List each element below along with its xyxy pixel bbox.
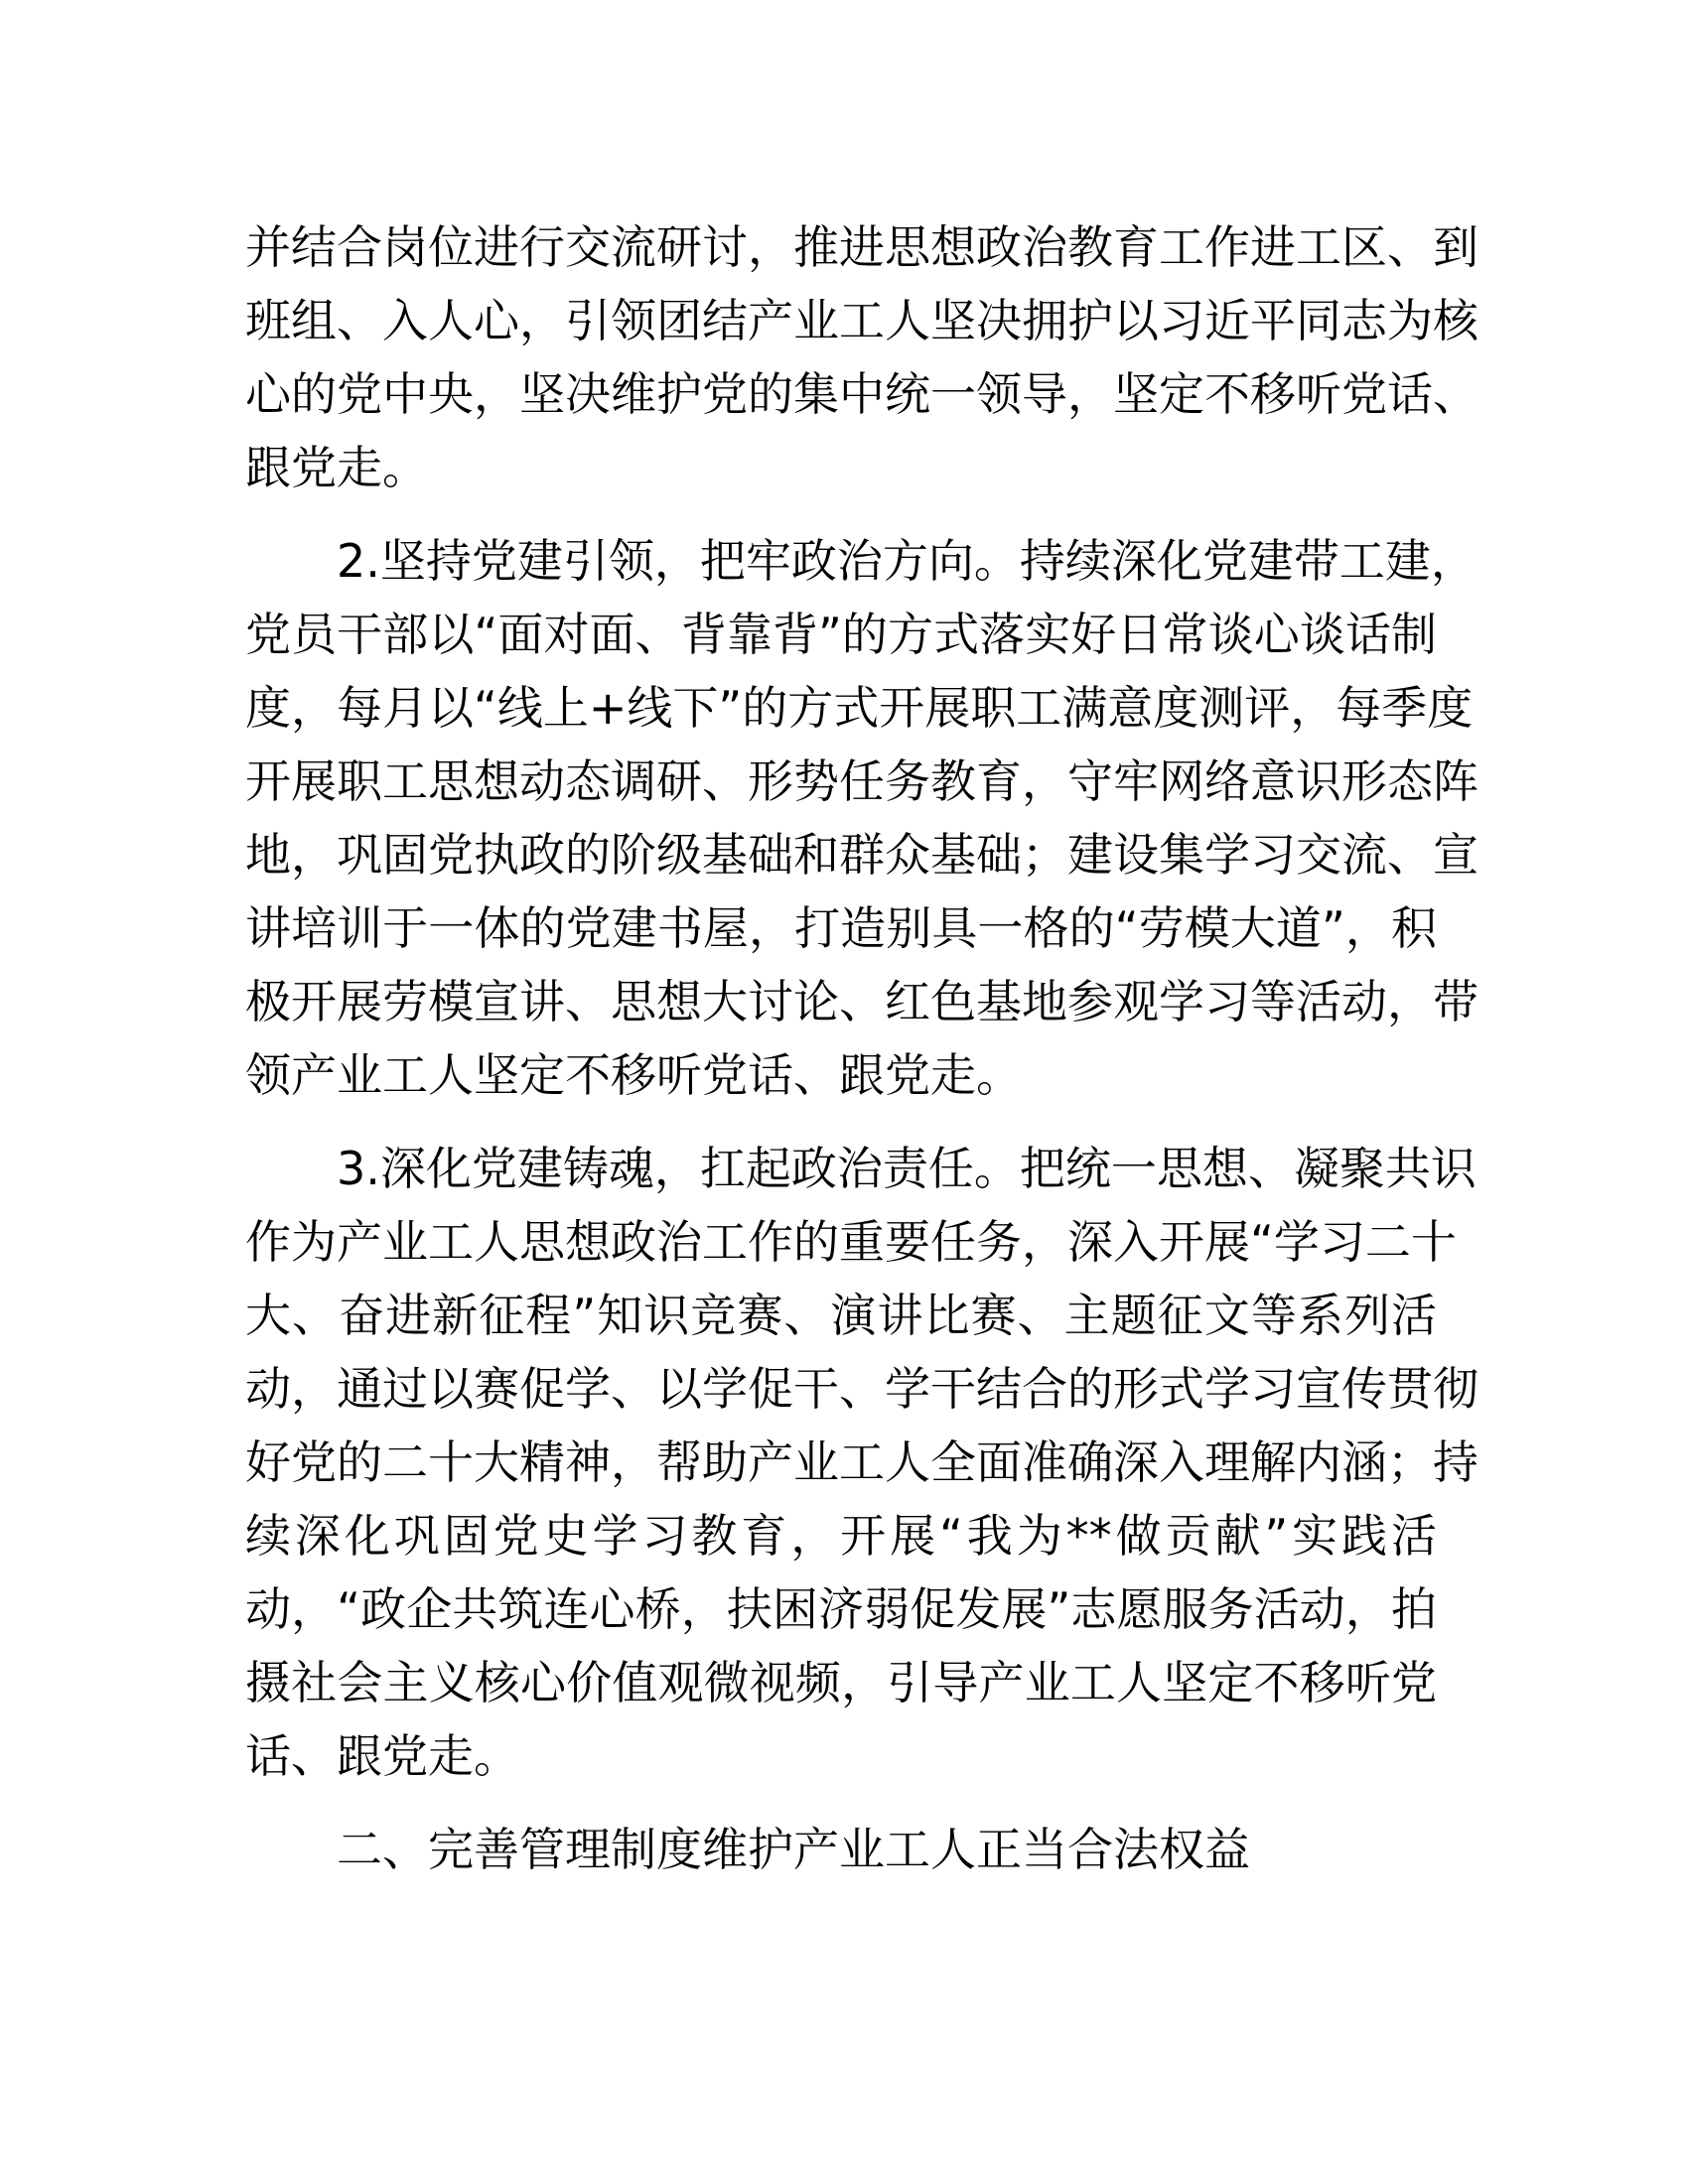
text-line: 3.深化党建铸魂，扛起政治责任。把统一思想、凝聚共识 [337,1142,1477,1195]
text-line: 班组、入人心，引领团结产业工人坚决拥护以习近平同志为核 [245,294,1478,347]
text-line: 心的党中央，坚决维护党的集中统一领导，坚定不移听党话、 [245,367,1478,421]
paragraph-continued [245,210,1478,504]
text-line: 好党的二十大精神，帮助产业工人全面准确深入理解内涵；持 [245,1435,1478,1489]
text-line: 动，通过以赛促学、以学促干、学干结合的形式学习宣传贯彻 [245,1362,1478,1416]
text-line: 2.坚持党建引领，把牢政治方向。持续深化党建带工建， [337,534,1477,588]
text-line: 讲培训于一体的党建书屋，打造别具一格的“劳模大道”，积 [245,901,1437,955]
text-line: 摄社会主义核心价值观微视频，引导产业工人坚定不移听党 [245,1656,1437,1709]
text-line: 领产业工人坚定不移听党话、跟党走。 [245,1048,1022,1102]
text-line: 开展职工思想动态调研、形势任务教育，守牢网络意识形态阵 [245,754,1478,808]
text-line: 党员干部以“面对面、背靠背”的方式落实好日常谈心谈话制 [245,608,1437,661]
text-line: 动，“政企共筑连心桥，扶困济弱促发展”志愿服务活动，拍 [245,1582,1437,1636]
document-body [245,210,1478,1886]
text-line: 话、跟党走。 [245,1729,519,1783]
text-line: 地，巩固党执政的阶级基础和群众基础；建设集学习交流、宣 [245,828,1478,882]
text-line: 极开展劳模宣讲、思想大讨论、红色基地参观学习等活动，带 [245,975,1478,1028]
section-heading [245,1813,1437,1886]
text-line: 度，每月以“线上+线下”的方式开展职工满意度测评，每季度 [245,681,1474,735]
text-line: 并结合岗位进行交流研讨，推进思想政治教育工作进工区、到 [245,220,1478,274]
section-heading-text: 二、完善管理制度维护产业工人正当合法权益 [337,1823,1250,1876]
text-line: 跟党走。 [245,441,428,494]
text-line: 大、奋进新征程”知识竞赛、演讲比赛、主题征文等系列活 [245,1289,1437,1342]
paragraph-2 [245,524,1478,1112]
text-line: 作为产业工人思想政治工作的重要任务，深入开展“学习二十 [245,1215,1457,1269]
paragraph-3 [245,1132,1478,1793]
text-line: 续深化巩固党史学习教育，开展“我为**做贡献”实践活 [245,1509,1437,1563]
